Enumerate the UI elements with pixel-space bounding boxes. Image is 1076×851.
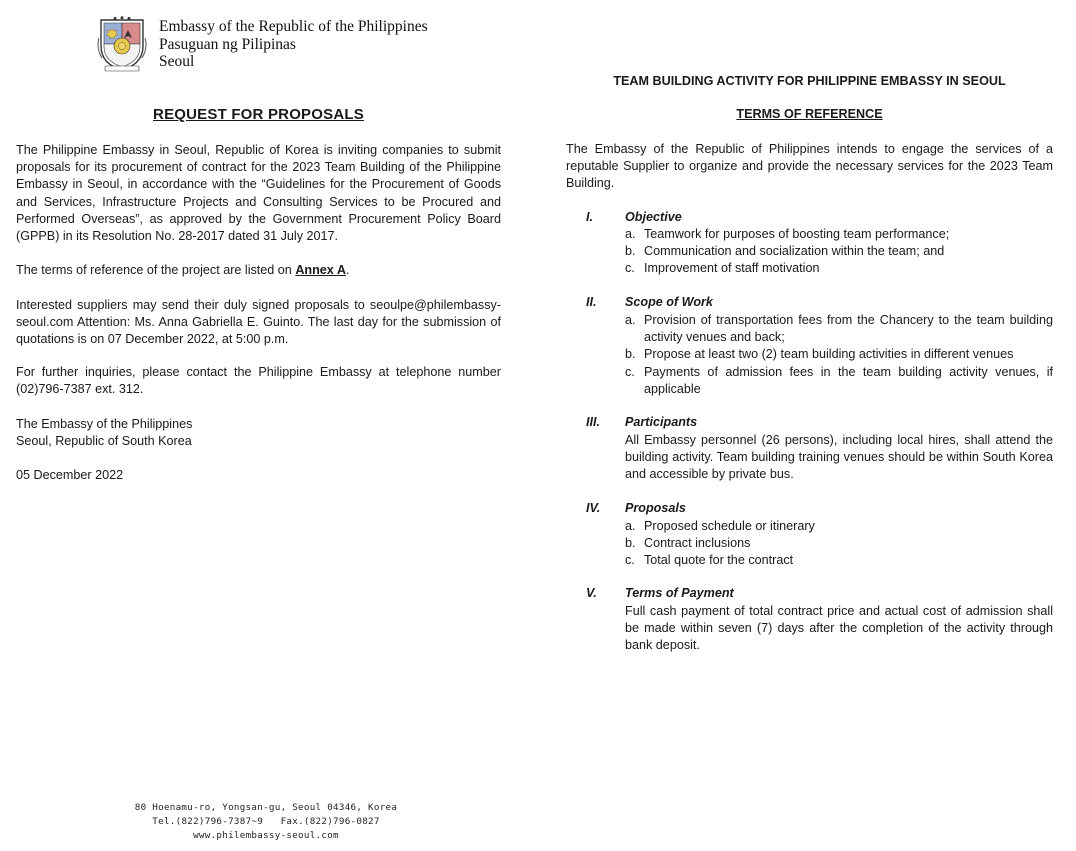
annex-a-link[interactable]: Annex A xyxy=(295,263,346,277)
list-item xyxy=(625,364,1053,398)
list-item xyxy=(625,535,1053,552)
list-label: b. xyxy=(625,347,636,362)
list-label: b. xyxy=(625,536,636,551)
tor-title: TERMS OF REFERENCE xyxy=(736,107,883,121)
list-label: c. xyxy=(625,553,635,568)
embassy-seal xyxy=(95,16,149,72)
rfp-paragraph-1: The Philippine Embassy in Seoul, Republic of Korea is inviting companies to submit proposals for its procurement of contract for the 2023 Team Building of the Philippine Embassy in Seoul, in accordance with the “Guidelines for the Procurement of Goods and Services, Infrastructure Projects and Consulting Services to be Procured and Performed Overseas”, as approved by the Government Procurement Policy Board (GPPB) in its Resolution No. 28-2017 dated 31 July 2017. xyxy=(16,143,501,244)
para2-prefix: The terms of reference of the project are listed on xyxy=(16,263,296,277)
list-label: a. xyxy=(625,313,636,327)
document-date: 05 December 2022 xyxy=(16,468,124,482)
section-4-title: Proposals xyxy=(625,501,686,515)
section-5-number: V. xyxy=(586,586,597,600)
list-item xyxy=(625,243,1053,260)
letterhead xyxy=(159,18,428,71)
section-4-number: IV. xyxy=(586,501,601,515)
section-3-number: III. xyxy=(586,415,600,429)
section-1-title: Objective xyxy=(625,210,682,224)
letterhead-line3: Seoul xyxy=(159,53,195,70)
list-label: a. xyxy=(625,227,636,241)
list-text: Improvement of staff motivation xyxy=(644,261,820,276)
letterhead-line2: Pasuguan ng Pilipinas xyxy=(159,35,296,53)
section-5-body: Full cash payment of total contract price and actual cost of admission shall be made within seven (7) days after the completion of the activity through bank deposit. xyxy=(625,604,1053,653)
section-5-title: Terms of Payment xyxy=(625,586,734,600)
list-item xyxy=(625,226,1053,243)
letterhead-line1: Embassy of the Republic of the Philippines xyxy=(159,18,428,35)
rfp-paragraph-2 xyxy=(16,262,501,279)
footer-line2: Tel.(822)796-7387~9 Fax.(822)796-0827 xyxy=(152,816,380,827)
section-2-number: II. xyxy=(586,295,597,309)
list-item xyxy=(625,260,1053,277)
list-text: Payments of admission fees in the team building activity venues, if applicable xyxy=(644,364,1053,396)
footer-address xyxy=(130,801,402,843)
list-text: Contract inclusions xyxy=(644,536,751,551)
section-1-number: I. xyxy=(586,210,593,224)
list-label: b. xyxy=(625,244,636,259)
footer-website[interactable]: www.philembassy-seoul.com xyxy=(193,830,339,841)
tor-main-title: TEAM BUILDING ACTIVITY FOR PHILIPPINE EMBASSY IN SEOUL xyxy=(613,74,1006,88)
section-4-list xyxy=(625,518,1053,570)
list-item xyxy=(625,518,1053,535)
signature-line1: The Embassy of the Philippines xyxy=(16,417,193,431)
section-3-title: Participants xyxy=(625,415,698,429)
list-label: c. xyxy=(625,364,635,379)
tor-intro: The Embassy of the Republic of Philippines intends to engage the services of a reputable Supplier to organize and provide the necessary services for the 2023 Team Building. xyxy=(566,142,1053,191)
para2-suffix: . xyxy=(345,263,350,277)
rfp-paragraph-4: For further inquiries, please contact the Philippine Embassy at telephone number (02)796-7387 ext. 312. xyxy=(16,365,501,397)
signature-line2: Seoul, Republic of South Korea xyxy=(16,434,192,449)
list-item xyxy=(625,346,1053,363)
list-text: Total quote for the contract xyxy=(644,553,794,568)
list-text: Proposed schedule or itinerary xyxy=(644,519,815,533)
rfp-paragraph-3: Interested suppliers may send their duly signed proposals to seoulpe@philembassy-seoul.com Attention: Ms. Anna Gabriella E. Guinto. The last day for the submission of quotations is on 07 December 2022, at 5:00 p.m. xyxy=(16,298,501,347)
section-2-title: Scope of Work xyxy=(625,295,713,309)
section-1-list xyxy=(625,226,1053,278)
list-text: Communication and socialization within the team; and xyxy=(644,244,945,259)
list-text: Propose at least two (2) team building activities in different venues xyxy=(644,347,1014,362)
signature-block xyxy=(16,416,501,450)
list-item xyxy=(625,552,1053,569)
list-text: Teamwork for purposes of boosting team performance; xyxy=(644,227,950,241)
list-label: a. xyxy=(625,519,636,533)
section-2-list xyxy=(625,312,1053,398)
section-3-body: All Embassy personnel (26 persons), including local hires, shall attend the building activity. Team building training venues should be within South Korea and accessible by private bus. xyxy=(625,433,1053,482)
list-item xyxy=(625,312,1053,346)
footer-line1: 80 Hoenamu-ro, Yongsan-gu, Seoul 04346, Korea xyxy=(134,802,398,813)
rfp-title: REQUEST FOR PROPOSALS xyxy=(153,106,364,123)
list-text: Provision of transportation fees from the Chancery to the team building activity venues and back; xyxy=(644,313,1053,345)
list-label: c. xyxy=(625,261,635,276)
